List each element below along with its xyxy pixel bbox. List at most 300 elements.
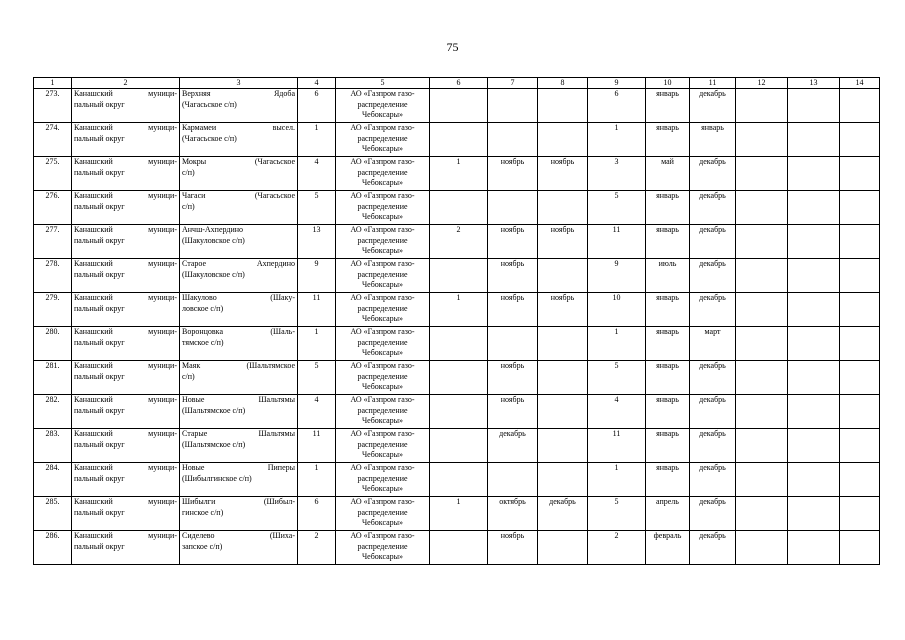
col12-cell xyxy=(736,429,788,463)
col6-cell xyxy=(430,89,488,123)
count-cell xyxy=(298,531,336,565)
district-cell-line-2: пальный округ xyxy=(74,167,125,177)
start-month-cell-line-1: январь xyxy=(656,361,679,370)
start-month-cell-line-1: январь xyxy=(656,123,679,132)
district-cell-line-1: Канашский муници- xyxy=(74,259,177,268)
col12-cell xyxy=(736,327,788,361)
count-cell-line-1: 11 xyxy=(312,293,321,302)
col9-cell-line-1: 5 xyxy=(614,497,619,506)
organization-cell-line-1: АО «Газпром газо- xyxy=(350,497,415,506)
count-cell-line-1: 5 xyxy=(314,191,319,200)
col9-cell xyxy=(588,259,646,293)
table-row xyxy=(34,497,880,531)
start-month-cell xyxy=(646,123,690,157)
district-cell-line-2: пальный округ xyxy=(74,99,125,109)
row-number-cell xyxy=(34,497,72,531)
end-month-cell xyxy=(690,497,736,531)
organization-cell-line-2: распределение xyxy=(357,371,408,381)
end-month-cell xyxy=(690,225,736,259)
count-cell xyxy=(298,123,336,157)
col13-cell xyxy=(788,293,840,327)
organization-cell-line-2: распределение xyxy=(357,507,408,517)
settlement-cell-line-1: Верхняя Ядоба xyxy=(182,89,295,98)
end-month-cell xyxy=(690,463,736,497)
start-month-cell xyxy=(646,259,690,293)
district-cell-line-1: Канашский муници- xyxy=(74,463,177,472)
col9-cell-line-1: 3 xyxy=(614,157,619,166)
col7-cell xyxy=(488,463,538,497)
organization-cell-line-2: распределение xyxy=(357,473,408,483)
organization-cell-line-1: АО «Газпром газо- xyxy=(350,531,415,540)
district-cell-line-1: Канашский муници- xyxy=(74,497,177,506)
district-cell-line-2: пальный округ xyxy=(74,201,125,211)
row-number-cell xyxy=(34,463,72,497)
count-cell xyxy=(298,327,336,361)
col12-cell xyxy=(736,123,788,157)
district-cell-line-1: Канашский муници- xyxy=(74,361,177,370)
settlement-cell xyxy=(180,327,298,361)
col12-cell xyxy=(736,157,788,191)
organization-cell xyxy=(336,463,430,497)
organization-cell xyxy=(336,429,430,463)
end-month-cell-line-1: март xyxy=(704,327,721,336)
header-cell-col-7: 7 xyxy=(488,78,538,89)
settlement-cell-line-2: с/п) xyxy=(182,201,195,211)
row-number-cell-line-1: 278. xyxy=(45,259,60,268)
col7-cell-line-1: октябрь xyxy=(499,497,526,506)
col6-cell xyxy=(430,463,488,497)
col9-cell-line-1: 1 xyxy=(614,463,619,472)
organization-cell-line-2: распределение xyxy=(357,133,408,143)
col14-cell xyxy=(840,225,880,259)
col9-cell-line-1: 4 xyxy=(614,395,619,404)
row-number-cell xyxy=(34,259,72,293)
district-cell-line-2: пальный округ xyxy=(74,133,125,143)
col8-cell xyxy=(538,225,588,259)
settlement-cell-line-1: Воронцовка (Шаль- xyxy=(182,327,295,336)
col9-cell xyxy=(588,463,646,497)
col13-cell xyxy=(788,429,840,463)
col6-cell xyxy=(430,327,488,361)
page-number: 75 xyxy=(446,40,459,54)
start-month-cell xyxy=(646,157,690,191)
col7-cell xyxy=(488,531,538,565)
start-month-cell xyxy=(646,395,690,429)
settlement-cell-line-1: Чагаси (Чагасьское xyxy=(182,191,295,200)
start-month-cell-line-1: февраль xyxy=(653,531,682,540)
district-cell xyxy=(72,191,180,225)
count-cell-line-1: 9 xyxy=(314,259,319,268)
col7-cell xyxy=(488,429,538,463)
col6-cell xyxy=(430,293,488,327)
settlement-cell xyxy=(180,395,298,429)
count-cell xyxy=(298,395,336,429)
settlement-cell xyxy=(180,497,298,531)
organization-cell-line-2: распределение xyxy=(357,99,408,109)
settlement-cell-line-2: ловское с/п) xyxy=(182,303,224,313)
organization-cell-line-1: АО «Газпром газо- xyxy=(350,429,415,438)
district-cell xyxy=(72,361,180,395)
district-cell-line-2: пальный округ xyxy=(74,269,125,279)
count-cell xyxy=(298,429,336,463)
row-number-cell-line-1: 275. xyxy=(45,157,60,166)
end-month-cell-line-1: декабрь xyxy=(699,89,726,98)
row-number-cell xyxy=(34,531,72,565)
col6-cell xyxy=(430,259,488,293)
col7-cell xyxy=(488,327,538,361)
count-cell xyxy=(298,89,336,123)
col12-cell xyxy=(736,531,788,565)
count-cell xyxy=(298,259,336,293)
settlement-cell xyxy=(180,361,298,395)
row-number-cell-line-1: 284. xyxy=(45,463,60,472)
settlement-cell-line-1: Новые Шальтямы xyxy=(182,395,295,404)
row-number-cell xyxy=(34,395,72,429)
count-cell-line-1: 11 xyxy=(312,429,321,438)
row-number-cell-line-1: 277. xyxy=(45,225,60,234)
end-month-cell-line-1: январь xyxy=(701,123,724,132)
col9-cell xyxy=(588,225,646,259)
organization-cell xyxy=(336,157,430,191)
district-cell-line-2: пальный округ xyxy=(74,405,125,415)
start-month-cell xyxy=(646,531,690,565)
end-month-cell-line-1: декабрь xyxy=(699,361,726,370)
district-cell xyxy=(72,497,180,531)
col13-cell xyxy=(788,395,840,429)
col9-cell-line-1: 5 xyxy=(614,191,619,200)
organization-cell-line-3: Чебоксары» xyxy=(361,484,404,493)
col7-cell-line-1: ноябрь xyxy=(500,361,525,370)
col9-cell-line-1: 10 xyxy=(612,293,621,302)
start-month-cell xyxy=(646,361,690,395)
district-cell-line-1: Канашский муници- xyxy=(74,293,177,302)
header-cell-col-5: 5 xyxy=(336,78,430,89)
col7-cell xyxy=(488,395,538,429)
count-cell-line-1: 2 xyxy=(314,531,319,540)
col8-cell xyxy=(538,463,588,497)
start-month-cell-line-1: январь xyxy=(656,327,679,336)
organization-cell-line-2: распределение xyxy=(357,405,408,415)
organization-cell-line-1: АО «Газпром газо- xyxy=(350,361,415,370)
col6-cell-line-1: 1 xyxy=(456,157,461,166)
organization-cell-line-3: Чебоксары» xyxy=(361,382,404,391)
col14-cell xyxy=(840,327,880,361)
organization-cell-line-2: распределение xyxy=(357,303,408,313)
col6-cell xyxy=(430,123,488,157)
count-cell xyxy=(298,497,336,531)
count-cell xyxy=(298,293,336,327)
organization-cell-line-3: Чебоксары» xyxy=(361,416,404,425)
row-number-cell xyxy=(34,123,72,157)
col6-cell xyxy=(430,429,488,463)
col12-cell xyxy=(736,293,788,327)
col7-cell xyxy=(488,293,538,327)
table-row xyxy=(34,395,880,429)
settlement-cell xyxy=(180,259,298,293)
settlement-cell-line-1: Мокры (Чагасьское xyxy=(182,157,295,166)
header-cell-col-9: 9 xyxy=(588,78,646,89)
row-number-cell xyxy=(34,157,72,191)
district-cell-line-2: пальный округ xyxy=(74,439,125,449)
organization-cell xyxy=(336,293,430,327)
organization-cell-line-3: Чебоксары» xyxy=(361,144,404,153)
row-number-cell-line-1: 281. xyxy=(45,361,60,370)
district-cell-line-2: пальный округ xyxy=(74,371,125,381)
col8-cell xyxy=(538,191,588,225)
count-cell-line-1: 6 xyxy=(314,497,319,506)
settlement-cell-line-1: Шакулово (Шаку- xyxy=(182,293,295,302)
col12-cell xyxy=(736,225,788,259)
table-row xyxy=(34,293,880,327)
count-cell xyxy=(298,157,336,191)
col9-cell-line-1: 11 xyxy=(612,429,621,438)
col13-cell xyxy=(788,225,840,259)
district-cell xyxy=(72,89,180,123)
settlement-cell-line-2: (Шакуловское с/п) xyxy=(182,269,245,279)
col6-cell xyxy=(430,531,488,565)
count-cell xyxy=(298,191,336,225)
col7-cell xyxy=(488,89,538,123)
col8-cell xyxy=(538,429,588,463)
col8-cell xyxy=(538,293,588,327)
organization-cell-line-1: АО «Газпром газо- xyxy=(350,157,415,166)
end-month-cell-line-1: декабрь xyxy=(699,497,726,506)
end-month-cell xyxy=(690,361,736,395)
col12-cell xyxy=(736,395,788,429)
header-cell-col-1: 1 xyxy=(34,78,72,89)
header-cell-col-4: 4 xyxy=(298,78,336,89)
col9-cell-line-1: 9 xyxy=(614,259,619,268)
start-month-cell-line-1: январь xyxy=(656,89,679,98)
header-cell-col-13: 13 xyxy=(788,78,840,89)
table-header-row xyxy=(34,78,880,89)
count-cell-line-1: 4 xyxy=(314,157,319,166)
end-month-cell xyxy=(690,123,736,157)
col8-cell xyxy=(538,497,588,531)
end-month-cell xyxy=(690,531,736,565)
end-month-cell-line-1: декабрь xyxy=(699,191,726,200)
settlement-cell xyxy=(180,157,298,191)
start-month-cell xyxy=(646,327,690,361)
row-number-cell-line-1: 276. xyxy=(45,191,60,200)
organization-cell-line-3: Чебоксары» xyxy=(361,552,404,561)
col12-cell xyxy=(736,497,788,531)
col7-cell xyxy=(488,123,538,157)
col14-cell xyxy=(840,89,880,123)
col14-cell xyxy=(840,293,880,327)
table-row xyxy=(34,463,880,497)
end-month-cell-line-1: декабрь xyxy=(699,225,726,234)
col7-cell-line-1: ноябрь xyxy=(500,157,525,166)
col14-cell xyxy=(840,123,880,157)
col9-cell xyxy=(588,497,646,531)
col7-cell xyxy=(488,225,538,259)
start-month-cell-line-1: июль xyxy=(658,259,677,268)
organization-cell-line-3: Чебоксары» xyxy=(361,314,404,323)
col14-cell xyxy=(840,259,880,293)
start-month-cell-line-1: май xyxy=(661,157,674,166)
district-cell-line-1: Канашский муници- xyxy=(74,531,177,540)
organization-cell xyxy=(336,89,430,123)
col12-cell xyxy=(736,463,788,497)
settlement-cell-line-1: Сиделево (Шиха- xyxy=(182,531,295,540)
organization-cell-line-3: Чебоксары» xyxy=(361,450,404,459)
settlement-cell-line-1: Старое Ахпердино xyxy=(182,259,295,268)
row-number-cell xyxy=(34,293,72,327)
organization-cell-line-3: Чебоксары» xyxy=(361,212,404,221)
end-month-cell-line-1: декабрь xyxy=(699,429,726,438)
end-month-cell xyxy=(690,191,736,225)
start-month-cell xyxy=(646,89,690,123)
col7-cell xyxy=(488,361,538,395)
col9-cell-line-1: 6 xyxy=(614,89,619,98)
count-cell-line-1: 5 xyxy=(314,361,319,370)
end-month-cell-line-1: декабрь xyxy=(699,395,726,404)
district-cell xyxy=(72,157,180,191)
end-month-cell-line-1: декабрь xyxy=(699,463,726,472)
table-row xyxy=(34,225,880,259)
organization-cell-line-1: АО «Газпром газо- xyxy=(350,293,415,302)
start-month-cell xyxy=(646,497,690,531)
table-row xyxy=(34,191,880,225)
district-cell-line-1: Канашский муници- xyxy=(74,429,177,438)
start-month-cell-line-1: январь xyxy=(656,225,679,234)
col13-cell xyxy=(788,497,840,531)
row-number-cell-line-1: 285. xyxy=(45,497,60,506)
start-month-cell-line-1: январь xyxy=(656,191,679,200)
organization-cell xyxy=(336,225,430,259)
district-cell-line-1: Канашский муници- xyxy=(74,157,177,166)
col7-cell xyxy=(488,259,538,293)
start-month-cell-line-1: январь xyxy=(656,429,679,438)
col7-cell-line-1: декабрь xyxy=(499,429,526,438)
organization-cell-line-2: распределение xyxy=(357,269,408,279)
organization-cell xyxy=(336,259,430,293)
row-number-cell-line-1: 279. xyxy=(45,293,60,302)
col6-cell-line-1: 2 xyxy=(456,225,461,234)
settlement-cell xyxy=(180,89,298,123)
count-cell xyxy=(298,225,336,259)
count-cell-line-1: 1 xyxy=(314,123,319,132)
col8-cell xyxy=(538,157,588,191)
col12-cell xyxy=(736,191,788,225)
district-cell-line-1: Канашский муници- xyxy=(74,191,177,200)
col7-cell-line-1: ноябрь xyxy=(500,225,525,234)
col6-cell xyxy=(430,157,488,191)
col7-cell-line-1: ноябрь xyxy=(500,259,525,268)
row-number-cell xyxy=(34,225,72,259)
organization-cell-line-2: распределение xyxy=(357,167,408,177)
district-cell-line-1: Канашский муници- xyxy=(74,327,177,336)
row-number-cell xyxy=(34,429,72,463)
col12-cell xyxy=(736,89,788,123)
col12-cell xyxy=(736,259,788,293)
table-row xyxy=(34,89,880,123)
district-cell-line-2: пальный округ xyxy=(74,473,125,483)
start-month-cell xyxy=(646,293,690,327)
count-cell-line-1: 1 xyxy=(314,327,319,336)
organization-cell-line-2: распределение xyxy=(357,439,408,449)
district-cell xyxy=(72,531,180,565)
organization-cell-line-1: АО «Газпром газо- xyxy=(350,191,415,200)
col13-cell xyxy=(788,531,840,565)
settlement-cell xyxy=(180,531,298,565)
district-cell-line-1: Канашский муници- xyxy=(74,123,177,132)
col8-cell xyxy=(538,361,588,395)
settlement-cell xyxy=(180,123,298,157)
settlement-cell-line-2: тямское с/п) xyxy=(182,337,224,347)
col9-cell xyxy=(588,157,646,191)
district-cell xyxy=(72,327,180,361)
end-month-cell xyxy=(690,395,736,429)
table-row xyxy=(34,123,880,157)
col8-cell-line-1: ноябрь xyxy=(550,157,575,166)
col8-cell xyxy=(538,327,588,361)
col9-cell-line-1: 1 xyxy=(614,123,619,132)
col14-cell xyxy=(840,361,880,395)
organization-cell-line-2: распределение xyxy=(357,541,408,551)
col14-cell xyxy=(840,429,880,463)
row-number-cell-line-1: 280. xyxy=(45,327,60,336)
col9-cell-line-1: 11 xyxy=(612,225,621,234)
end-month-cell-line-1: декабрь xyxy=(699,259,726,268)
end-month-cell xyxy=(690,89,736,123)
start-month-cell-line-1: январь xyxy=(656,395,679,404)
settlement-cell-line-1: Маяк (Шальтямское xyxy=(182,361,295,370)
organization-cell-line-1: АО «Газпром газо- xyxy=(350,123,415,132)
col8-cell xyxy=(538,531,588,565)
col6-cell-line-1: 1 xyxy=(456,497,461,506)
organization-cell xyxy=(336,123,430,157)
district-cell-line-2: пальный округ xyxy=(74,541,125,551)
table-row xyxy=(34,157,880,191)
settlement-cell-line-2: с/п) xyxy=(182,371,195,381)
col7-cell xyxy=(488,191,538,225)
organization-cell-line-1: АО «Газпром газо- xyxy=(350,327,415,336)
organization-cell-line-3: Чебоксары» xyxy=(361,518,404,527)
count-cell-line-1: 6 xyxy=(314,89,319,98)
organization-cell-line-1: АО «Газпром газо- xyxy=(350,463,415,472)
organization-cell-line-2: распределение xyxy=(357,235,408,245)
organization-cell-line-3: Чебоксары» xyxy=(361,348,404,357)
organization-cell-line-3: Чебоксары» xyxy=(361,178,404,187)
settlement-cell-line-1: Новые Пиперы xyxy=(182,463,295,472)
start-month-cell-line-1: январь xyxy=(656,463,679,472)
district-cell-line-2: пальный округ xyxy=(74,303,125,313)
district-cell xyxy=(72,463,180,497)
row-number-cell-line-1: 282. xyxy=(45,395,60,404)
end-month-cell-line-1: декабрь xyxy=(699,531,726,540)
col6-cell-line-1: 1 xyxy=(456,293,461,302)
start-month-cell xyxy=(646,463,690,497)
row-number-cell-line-1: 283. xyxy=(45,429,60,438)
col9-cell xyxy=(588,191,646,225)
district-cell-line-1: Канашский муници- xyxy=(74,225,177,234)
settlement-cell-line-2: гинское с/п) xyxy=(182,507,224,517)
count-cell xyxy=(298,361,336,395)
col7-cell xyxy=(488,157,538,191)
col13-cell xyxy=(788,123,840,157)
col14-cell xyxy=(840,531,880,565)
col14-cell xyxy=(840,191,880,225)
settlement-cell-line-2: (Шальтямское с/п) xyxy=(182,439,246,449)
col13-cell xyxy=(788,361,840,395)
settlement-cell-line-2: (Шальтямское с/п) xyxy=(182,405,246,415)
col8-cell xyxy=(538,89,588,123)
organization-cell-line-1: АО «Газпром газо- xyxy=(350,259,415,268)
col8-cell xyxy=(538,123,588,157)
district-cell-line-2: пальный округ xyxy=(74,507,125,517)
